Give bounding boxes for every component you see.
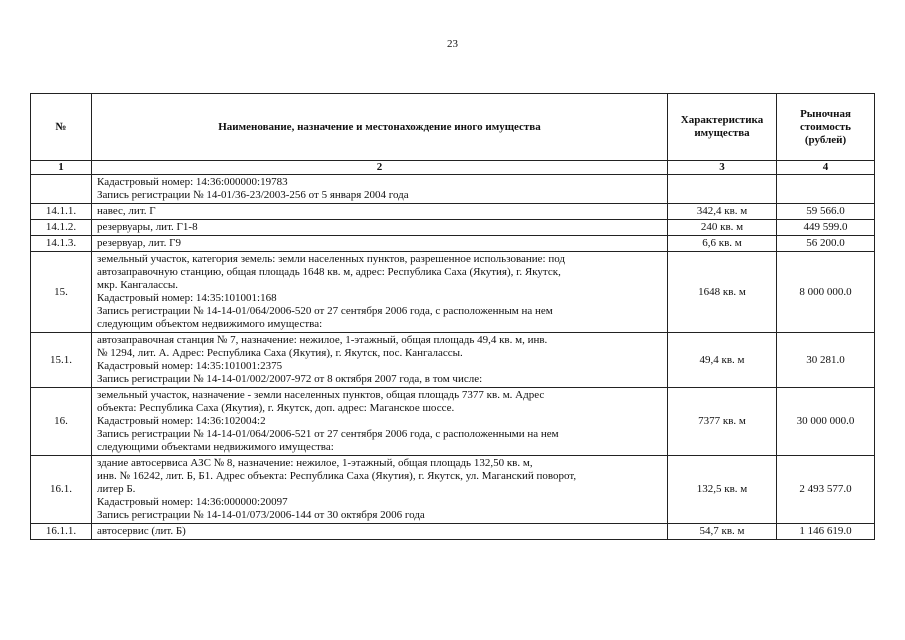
description-line: объекта: Республика Саха (Якутия), г. Якутск, доп. адрес: Маганское шоссе. <box>97 402 455 414</box>
description-line: Кадастровый номер: 14:36:102004:2 <box>97 415 266 427</box>
column-index: 1 <box>31 161 92 175</box>
row-number: 14.1.2. <box>31 220 92 236</box>
description-line: литер Б. <box>97 483 136 495</box>
header-num: № <box>31 94 92 161</box>
page-number: 23 <box>447 38 458 50</box>
description-line: автозаправочная станция № 7, назначение: нежилое, 1-этажный, общая площадь 49,4 кв. м, инв. <box>97 334 548 346</box>
row-characteristic: 6,6 кв. м <box>668 236 777 252</box>
table-row <box>31 236 875 252</box>
description-line: № 1294, лит. А. Адрес: Республика Саха (Якутия), г. Якутск, пос. Кангалассы. <box>97 347 463 359</box>
row-characteristic: 49,4 кв. м <box>668 333 777 388</box>
description-line: навес, лит. Г <box>97 205 156 217</box>
row-number: 14.1.1. <box>31 204 92 220</box>
row-description <box>92 333 668 388</box>
column-index: 3 <box>668 161 777 175</box>
row-price: 449 599.0 <box>777 220 875 236</box>
description-line: резервуары, лит. Г1-8 <box>97 221 198 233</box>
row-price: 8 000 000.0 <box>777 252 875 333</box>
description-line: автозаправочную станцию, общая площадь 1648 кв. м, адрес: Республика Саха (Якутия), г. Якутск, <box>97 266 561 278</box>
row-price: 1 146 619.0 <box>777 524 875 540</box>
table-row <box>31 388 875 456</box>
column-index: 2 <box>92 161 668 175</box>
table-row <box>31 220 875 236</box>
row-description <box>92 236 668 252</box>
table-row <box>31 456 875 524</box>
table-row <box>31 524 875 540</box>
row-characteristic: 132,5 кв. м <box>668 456 777 524</box>
row-description <box>92 252 668 333</box>
description-line: Запись регистрации № 14-14-01/073/2006-144 от 30 октября 2006 года <box>97 509 425 521</box>
row-number: 16. <box>31 388 92 456</box>
row-number: 15. <box>31 252 92 333</box>
row-description <box>92 456 668 524</box>
row-number <box>31 175 92 204</box>
table-row <box>31 252 875 333</box>
row-number: 15.1. <box>31 333 92 388</box>
description-line: Запись регистрации № 14-14-01/002/2007-972 от 8 октября 2007 года, в том числе: <box>97 373 483 385</box>
row-description <box>92 220 668 236</box>
row-price <box>777 175 875 204</box>
row-number: 14.1.3. <box>31 236 92 252</box>
description-line: Запись регистрации № 14-14-01/064/2006-520 от 27 сентября 2006 года, с расположенным на нем <box>97 305 553 317</box>
description-line: земельный участок, назначение - земли населенных пунктов, общая площадь 7377 кв. м. Адрес <box>97 389 545 401</box>
row-description <box>92 388 668 456</box>
table-row <box>31 175 875 204</box>
row-characteristic: 342,4 кв. м <box>668 204 777 220</box>
description-line: Кадастровый номер: 14:36:000000:20097 <box>97 496 288 508</box>
description-line: следующим объектом недвижимого имущества: <box>97 318 323 330</box>
description-line: Запись регистрации № 14-14-01/064/2006-521 от 27 сентября 2006 года, с расположенными на нем <box>97 428 559 440</box>
row-characteristic: 1648 кв. м <box>668 252 777 333</box>
row-number: 16.1. <box>31 456 92 524</box>
description-line: резервуар, лит. Г9 <box>97 237 182 249</box>
description-line: следующими объектами недвижимого имущества: <box>97 441 334 453</box>
description-line: земельный участок, категория земель: земли населенных пунктов, разрешенное использование: под <box>97 253 566 265</box>
row-price: 2 493 577.0 <box>777 456 875 524</box>
row-description <box>92 204 668 220</box>
row-description <box>92 524 668 540</box>
property-table <box>30 93 875 540</box>
description-line: автосервис (лит. Б) <box>97 525 186 537</box>
table-row <box>31 333 875 388</box>
column-index: 4 <box>777 161 875 175</box>
table-row <box>31 204 875 220</box>
row-price: 56 200.0 <box>777 236 875 252</box>
row-number: 16.1.1. <box>31 524 92 540</box>
header-name: Наименование, назначение и местонахождение иного имущества <box>92 94 668 161</box>
row-characteristic <box>668 175 777 204</box>
row-price: 30 281.0 <box>777 333 875 388</box>
header-row <box>31 94 875 161</box>
row-characteristic: 240 кв. м <box>668 220 777 236</box>
row-description <box>92 175 668 204</box>
description-line: инв. № 16242, лит. Б, Б1. Адрес объекта: Республика Саха (Якутия), г. Якутск, ул. Маганский поворот, <box>97 470 577 482</box>
description-line: Кадастровый номер: 14:35:101001:2375 <box>97 360 283 372</box>
header-price: Рыночная стоимость (рублей) <box>777 94 875 161</box>
row-price: 30 000 000.0 <box>777 388 875 456</box>
row-characteristic: 54,7 кв. м <box>668 524 777 540</box>
row-characteristic: 7377 кв. м <box>668 388 777 456</box>
description-line: Кадастровый номер: 14:35:101001:168 <box>97 292 277 304</box>
column-index-row <box>31 161 875 175</box>
description-line: Запись регистрации № 14-01/36-23/2003-256 от 5 января 2004 года <box>97 189 409 201</box>
description-line: здание автосервиса АЗС № 8, назначение: нежилое, 1-этажный, общая площадь 132,50 кв. м, <box>97 457 533 469</box>
description-line: мкр. Кангалассы. <box>97 279 179 291</box>
description-line: Кадастровый номер: 14:36:000000:19783 <box>97 176 288 188</box>
table-body <box>31 175 875 540</box>
row-price: 59 566.0 <box>777 204 875 220</box>
header-characteristic: Характеристика имущества <box>668 94 777 161</box>
